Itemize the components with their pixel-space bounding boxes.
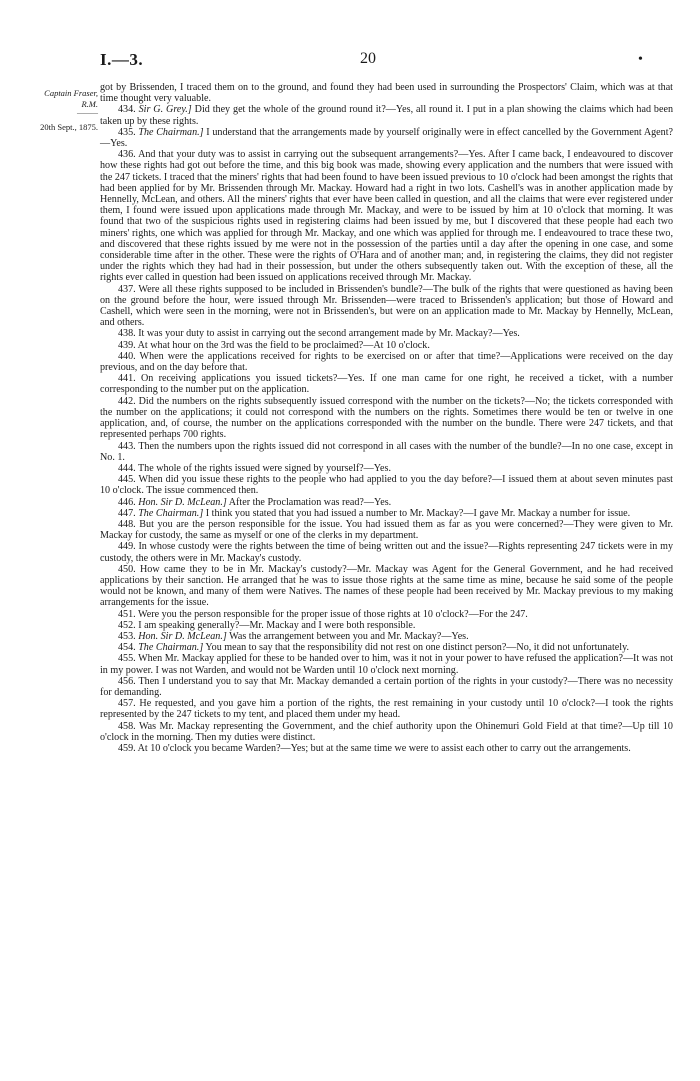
paragraph-text: And that your duty was to assist in carrying out the subsequent arrangements?—Yes. After I came back, I endeavoured to discover how these rights had got out before the time, and this big book was made, showing every application and the numbers that were issued with the 247 tickets. I traced that the miners' rights that had been found to have been issued previous to 10 o'clock had been amongst the rights that had been applied for by Mr. Brissenden through Mr. Mackay. Howard had a right in two lots. Cashell's was in another application made by Hennelly, McLean, and others. All the miners' rights that ever have been called in question, and all the claims that were ever registered under them, I found were issued upon applications made through Mr. Mackay, and were to be issued by him at 10 o'clock that morning. It was found that two of the suspicious rights used in registering claims had been issued by me, but I discovered that these people had each two miners' rights, one which was applied for through Mr. Mackay, and one which was applied for through me. I endeavoured to trace these two, and discovered that these rights issued by me were not in the possession of the parties until a day after the opening in one case, and some considerable time after in the other. These were the rights of O'Hara and of another man; and, in registering the claims, they did not register under the rights which they had had in their possession, but under the others subsequently taken out. With the exception of these, all the rights ever called in question had been issued on applications received through Mr. Mackay. (100, 149, 673, 284)
testimony-question (100, 340, 673, 351)
question-number: 449. (118, 541, 139, 553)
testimony-question (100, 497, 673, 508)
question-number: 450. (118, 563, 141, 575)
testimony-question (100, 631, 673, 642)
paragraph-text: When Mr. Mackay applied for these to be handed over to him, was it not in your power to have refused the application?—It was not in my power. I was not Warden, and would not be Warden until 10 o'clock next morning. (100, 653, 673, 676)
testimony-question (100, 653, 673, 675)
speaker-label: The Chairman.] (138, 126, 204, 138)
question-number: 454. (118, 642, 139, 654)
question-number: 458. (118, 720, 139, 732)
question-number: 441. (118, 373, 141, 385)
speaker-label: Hon. Sir D. McLean.] (138, 496, 227, 508)
testimony-question (100, 564, 673, 609)
paragraph-text: I am speaking generally?—Mr. Mackay and I were both responsible. (138, 619, 416, 631)
margin-witness-title: R.M. (81, 99, 98, 109)
paragraph-text: In whose custody were the rights between the time of being written out and the issue?—Rights representing 247 tickets were in my custody, the others were in Mr. Mackay's custody. (100, 541, 674, 564)
question-number: 452. (118, 619, 139, 631)
question-number: 447. (118, 507, 139, 519)
question-number: 453. (118, 630, 139, 642)
page-number: 20 (360, 50, 376, 67)
speaker-label: The Chairman.] (138, 642, 204, 654)
paragraph-text: At 10 o'clock you became Warden?—Yes; but at the same time we were to assist each other to carry out the arrangements. (137, 742, 631, 754)
paragraph-text: But you are the person responsible for the issue. You had issued them as far as you were concerned?—They were given to Mr. Mackay for custody, the same as myself or one of the clerks in my department. (100, 518, 673, 542)
question-number: 435. (118, 126, 139, 138)
paragraph-text: Were all these rights supposed to be included in Brissenden's bundle?—The bulk of the rights that were questioned as having been on the ground before the hour, were issued through Mr. Brissenden—were traced to Brissenden's application; but those of Howard and Cashell, which were seen in the morning, were not in Brissenden's, but were on an application made to Mr. Mackay by Hennelly, McLean, and others. (100, 283, 673, 329)
paper-reference: I.—3. (100, 50, 144, 69)
testimony-question (100, 373, 673, 395)
paragraph-text: At what hour on the 3rd was the field to be proclaimed?—At 10 o'clock. (137, 339, 430, 351)
testimony-question (100, 698, 673, 720)
testimony-question (100, 609, 673, 620)
margin-date: 20th Sept., 1875. (40, 122, 98, 132)
paragraph-text: I think you stated that you had issued a number to Mr. Mackay?—I gave Mr. Mackay a number for issue. (203, 507, 631, 519)
paragraph-text: I understand that the arrangements made by yourself originally were in effect cancelled by the Government Agent?—Yes. (100, 126, 673, 150)
paragraph-text: Did they get the whole of the ground round it?—Yes, all round it. I put in a plan showing the claims which had been taken up by these rights. (100, 104, 673, 127)
question-number: 440. (118, 350, 140, 362)
testimony-question (100, 508, 673, 519)
paragraph-text: He requested, and you gave him a portion of the rights, the rest remaining in your custody until 10 o'clock?—I took the rights represented by the 247 tickets to my tent, and placed them under my head. (100, 698, 673, 721)
question-number: 437. (118, 283, 139, 295)
question-number: 446. (118, 496, 139, 508)
question-number: 434. (118, 104, 139, 116)
paragraph-text: Was the arrangement between you and Mr. Mackay?—Yes. (226, 630, 469, 642)
question-number: 442. (118, 395, 139, 407)
testimony-question (100, 441, 673, 463)
paragraph-text: Did the numbers on the rights subsequently issued correspond with the number on the tickets?—No; the tickets corresponded with the number on the applications; it could not correspond with the numbers on the rights. Sometimes there would be ten or twelve in one application, and, of course, the number on the applications corresponded with the number on the bundle. There were 247 tickets, and that represented perhaps 700 rights. (100, 395, 674, 441)
header-mark: • (638, 52, 643, 67)
paragraph-text: When were the applications received for rights to be exercised on or after that time?—Applications were received on the day previous, and on the day before that. (100, 350, 673, 374)
testimony-question (100, 519, 673, 541)
question-number: 436. (118, 149, 139, 161)
paragraph-text: You mean to say that the responsibility did not rest on one distinct person?—No, it did not unfortunately. (203, 642, 630, 654)
testimony-question (100, 104, 673, 126)
testimony-question (100, 284, 673, 329)
testimony-question (100, 620, 673, 631)
testimony-question (100, 351, 673, 373)
question-number: 457. (118, 698, 140, 710)
testimony-paragraph-continued (100, 82, 673, 104)
paragraph-text: Was Mr. Mackay representing the Government, and the chief authority upon the Ohinemuri Gold Field at that time?—Up till 10 o'clock in the morning. Then my duties were distinct. (100, 720, 673, 743)
paragraph-text: On receiving applications you issued tickets?—Yes. If one man came for one right, he received a ticket, with a number corresponding to the number put on the application. (100, 373, 674, 396)
testimony-body (100, 82, 673, 754)
speaker-label: Sir G. Grey.] (138, 104, 192, 116)
testimony-question (100, 541, 673, 563)
question-number: 455. (118, 653, 139, 665)
testimony-question (100, 463, 673, 474)
paragraph-text: got by Brissenden, I traced them on to the ground, and found they had been used in surrounding the Prospectors' Claim, which was at that time thought very valuable. (100, 82, 673, 105)
paragraph-text: Then the numbers upon the rights issued did not correspond in all cases with the number of the bundle?—In no one case, except in No. 1. (100, 440, 674, 463)
testimony-question (100, 149, 673, 283)
paragraph-text: It was your duty to assist in carrying out the second arrangement made by Mr. Mackay?—Yes. (138, 328, 520, 340)
question-number: 451. (118, 608, 139, 620)
margin-witness-name: Captain Fraser, (44, 88, 98, 98)
question-number: 444. (118, 462, 139, 474)
speaker-label: The Chairman.] (138, 507, 204, 519)
question-number: 445. (118, 474, 139, 486)
testimony-question (100, 721, 673, 743)
testimony-question (100, 676, 673, 698)
question-number: 459. (118, 742, 138, 754)
question-number: 443. (118, 440, 139, 452)
testimony-question (100, 127, 673, 149)
question-number: 448. (118, 518, 140, 530)
testimony-question (100, 642, 673, 653)
paragraph-text: The whole of the rights issued were signed by yourself?—Yes. (138, 462, 391, 474)
testimony-question (100, 474, 673, 496)
question-number: 456. (118, 675, 139, 687)
paragraph-text: Were you the person responsible for the proper issue of those rights at 10 o'clock?—For the 247. (138, 608, 528, 620)
testimony-question (100, 328, 673, 339)
paragraph-text: How came they to be in Mr. Mackay's custody?—Mr. Mackay was Agent for the General Government, and he had received applications by their sanction. He arranged that he was to issue those rights at the same time as mine, because he said some of the people would not be known, and many of them were Natives. The names of these people had been received by Mr. Mackay previous to my making arrangements for the issue. (100, 563, 674, 609)
speaker-label: Hon. Sir D. McLean.] (138, 630, 227, 642)
paragraph-text: After the Proclamation was read?—Yes. (226, 496, 392, 508)
question-number: 439. (118, 339, 138, 351)
question-number: 438. (118, 328, 139, 340)
paragraph-text: When did you issue these rights to the people who had applied to you the day before?—I issued them at about seven minutes past 10 o'clock. The issue commenced then. (100, 474, 673, 497)
paragraph-text: Then I understand you to say that Mr. Mackay demanded a certain portion of the rights in your custody?—There was no necessity for demanding. (100, 675, 674, 698)
margin-rule: ——— (77, 109, 98, 117)
testimony-question (100, 743, 673, 754)
testimony-question (100, 396, 673, 441)
